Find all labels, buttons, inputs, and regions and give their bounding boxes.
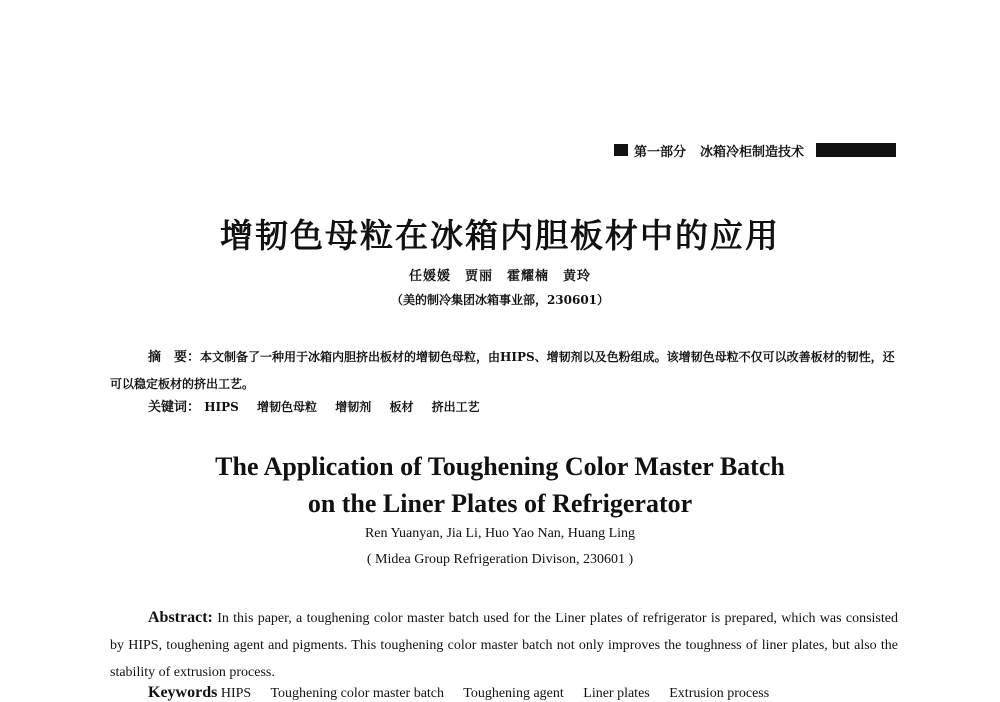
abstract-chinese <box>110 344 898 397</box>
header-section: 第一部分 <box>633 144 686 160</box>
title-english-line2: on the Liner Plates of Refrigerator <box>307 489 693 518</box>
keyword-english: HIPS <box>220 686 252 701</box>
affiliation-chinese: （美的制冷集团冰箱事业部，230601） <box>390 293 610 307</box>
authors-chinese: 任媛媛 贾丽 霍耀楠 黄玲 <box>408 269 591 284</box>
keyword-english: Extrusion process <box>669 686 770 701</box>
title-chinese: 增韧色母粒在冰箱内胆板材中的应用 <box>220 216 780 255</box>
keyword-english: Toughening agent <box>463 686 564 701</box>
abstract-label-chinese: 摘 要： <box>148 350 201 365</box>
abstract-english <box>110 604 898 686</box>
keywords-label-english: Keywords <box>148 684 218 701</box>
authors-english: Ren Yuanyan, Jia Li, Huo Yao Nan, Huang Ling <box>364 526 636 541</box>
header-marker-right <box>816 143 896 157</box>
header-marker-left <box>614 144 628 156</box>
header-topic: 冰箱冷柜制造技术 <box>699 144 804 160</box>
title-english <box>0 448 1000 522</box>
keywords-chinese <box>148 396 494 415</box>
keyword-chinese: 增韧剂 <box>335 400 372 414</box>
keyword-chinese: 增韧色母粒 <box>257 400 318 414</box>
affiliation-english: ( Midea Group Refrigeration Divison, 230601 ) <box>366 552 634 567</box>
keyword-english: Liner plates <box>583 686 650 701</box>
keywords-label-chinese: 关键词： <box>148 400 201 415</box>
keywords-english <box>148 684 908 702</box>
abstract-text-chinese: 本文制备了一种用于冰箱内胆挤出板材的增韧色母粒，由HIPS、增韧剂以及色粉组成。该增韧色母粒不仅可以改善板材的韧性，还可以稳定板材的挤出工艺。 <box>110 350 895 391</box>
title-english-line1: The Application of Toughening Color Master Batch <box>215 452 785 481</box>
keyword-chinese: 挤出工艺 <box>431 400 480 414</box>
keyword-chinese: 板材 <box>389 400 414 414</box>
keyword-english: Toughening color master batch <box>270 686 445 701</box>
abstract-text-english: In this paper, a toughening color master batch used for the Liner plates of refrigerator is prepared, which was consisted by HIPS, toughening agent and pigments. This toughening color master batch not only improves the toughness of liner plates, but also the stability of extrusion process. <box>110 611 898 680</box>
keyword-chinese: HIPS <box>204 400 239 414</box>
abstract-label-english: Abstract: <box>148 609 213 626</box>
running-header <box>614 140 896 160</box>
